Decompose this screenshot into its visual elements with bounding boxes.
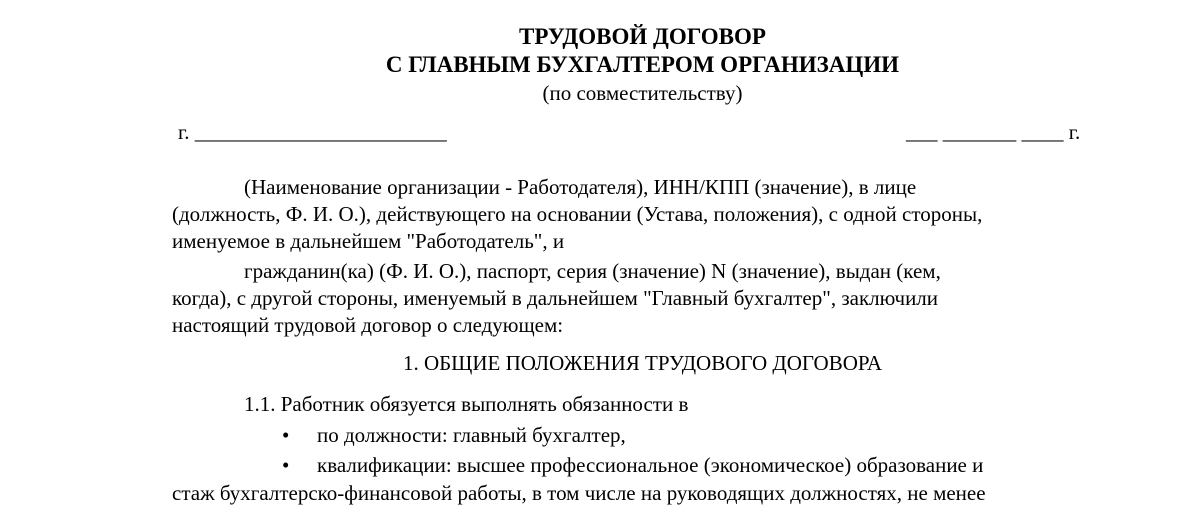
continuation-line: стаж бухгалтерско-финансовой работы, в том числе на руководящих должностях, не менее xyxy=(172,481,986,505)
paragraph-line: настоящий трудовой договор о следующем: xyxy=(172,313,564,337)
document-title-line-2: С ГЛАВНЫМ БУХГАЛТЕРОМ ОРГАНИЗАЦИИ xyxy=(385,52,900,77)
paragraph-line: гражданин(ка) (Ф. И. О.), паспорт, серия (значение) N (значение), выдан (кем, xyxy=(244,259,941,283)
document-title-line-1: ТРУДОВОЙ ДОГОВОР xyxy=(519,24,766,49)
document-subtitle: (по совместительству) xyxy=(542,81,743,105)
bullet-text: квалификации: высшее профессиональное (экономическое) образование и xyxy=(317,453,984,477)
clause-1-1: 1.1. Работник обязуется выполнять обязанности в xyxy=(244,392,689,416)
paragraph-line: когда), с другой стороны, именуемый в дальнейшем "Главный бухгалтер", заключили xyxy=(172,286,939,310)
paragraph-line: именуемое в дальнейшем "Работодатель", и xyxy=(172,229,565,253)
paragraph-line: (Наименование организации - Работодателя), ИНН/КПП (значение), в лице xyxy=(244,175,917,199)
bullet-text: по должности: главный бухгалтер, xyxy=(317,423,626,447)
section-1-heading: 1. ОБЩИЕ ПОЛОЖЕНИЯ ТРУДОВОГО ДОГОВОРА xyxy=(402,351,883,375)
city-field: г. ________________________ xyxy=(178,120,447,144)
bullet-icon: • xyxy=(282,423,290,447)
paragraph-line: (должность, Ф. И. О.), действующего на основании (Устава, положения), с одной стороны, xyxy=(172,202,983,226)
bullet-icon: • xyxy=(282,453,290,477)
date-field: ___ _______ ____ г. xyxy=(906,120,1081,144)
